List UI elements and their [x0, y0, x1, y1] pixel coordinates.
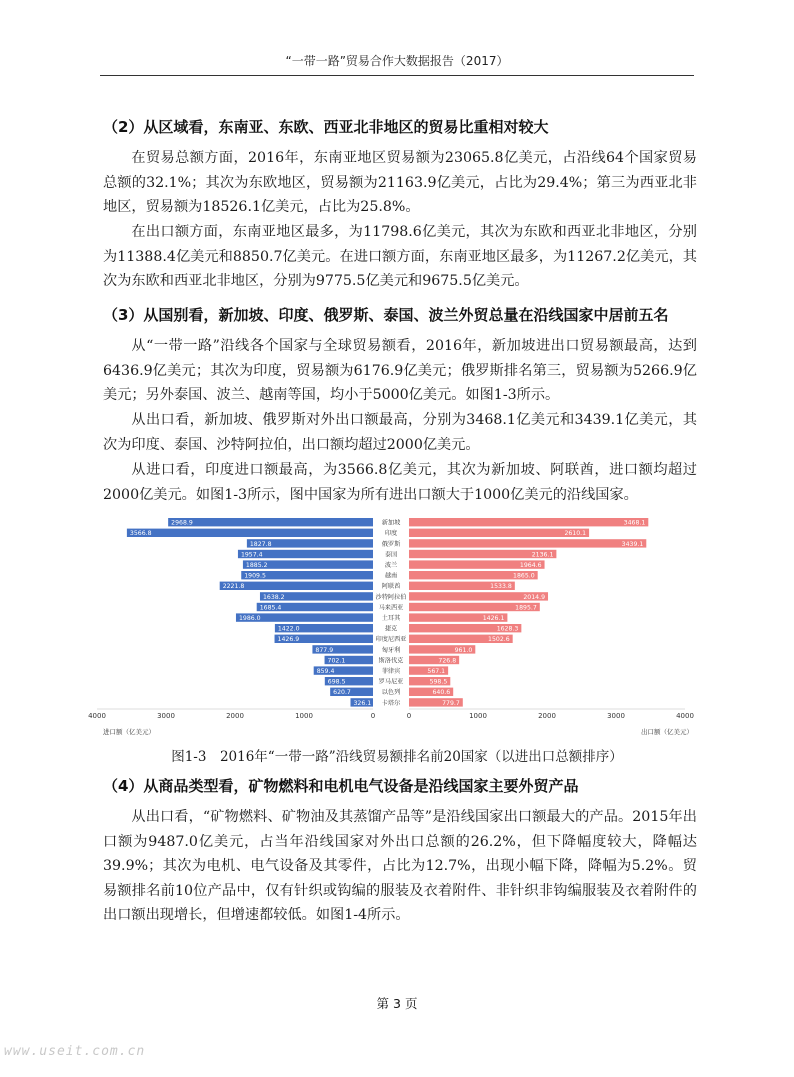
right-axis-tick: 2000 [538, 712, 556, 720]
category-label: 印度尼西亚 [375, 636, 407, 644]
import-value-label: 877.9 [315, 646, 334, 654]
paragraph-product-export: 从出口看，“矿物燃料、矿物油及其蒸馏产品等”是沿线国家出口额最大的产品。2015年出口额为9487.0亿美元，占当年沿线国家对外出口总额的26.2%，但下降幅度较大，降幅达39.9%；其次为电机、电气设备及其零件，占比为12.7%，出现小幅下降，降幅为5.2%。贸易额排名前10位产品中，仅有针织或钩编的服装及衣着附件、非针织非钩编服装及衣着附件的出口额出现增长，但增速都较低。如图1-4所示。 [103, 809, 697, 924]
category-label: 印度 [384, 530, 398, 538]
section-title-region: （2）从区域看，东南亚、东欧、西亚北非地区的贸易比重相对较大 [103, 118, 549, 136]
category-label: 斯洛伐克 [378, 657, 404, 665]
category-label: 新加坡 [381, 519, 401, 527]
left-axis-tick: 3000 [157, 712, 175, 720]
import-value-label: 1685.4 [259, 604, 282, 612]
page-number: 第 3 页 [376, 996, 418, 1011]
category-label: 捷克 [384, 625, 398, 633]
figure-caption: 图1-3 2016年“一带一路”沿线贸易额排名前20国家（以进出口总额排序） [171, 749, 623, 765]
category-label: 菲律宾 [381, 668, 401, 675]
export-value-label: 1964.6 [519, 562, 542, 569]
import-value-label: 326.1 [353, 699, 372, 707]
right-axis-tick: 4000 [676, 712, 694, 720]
left-axis-tick: 2000 [226, 712, 244, 720]
export-value-label: 3439.1 [621, 540, 644, 548]
paragraph-country-export: 从出口看，新加坡、俄罗斯对外出口额最高，分别为3468.1亿美元和3439.1亿美元，其次为印度、泰国、沙特阿拉伯，出口额均超过2000亿美元。 [103, 412, 697, 453]
import-value-label: 1638.2 [262, 593, 285, 601]
export-value-label: 1628.3 [496, 625, 519, 633]
category-label: 匈牙利 [381, 646, 401, 654]
export-bar [409, 518, 648, 526]
category-label: 以色列 [381, 689, 401, 697]
import-value-label: 702.1 [327, 657, 346, 665]
import-value-label: 3566.8 [129, 530, 152, 538]
import-value-label: 1909.5 [244, 572, 266, 580]
export-value-label: 640.6 [432, 689, 451, 697]
right-axis-tick: 1000 [469, 712, 487, 720]
watermark: www.useit.com.cn [4, 1044, 146, 1059]
export-value-label: 2610.1 [564, 530, 587, 538]
category-label: 罗马尼亚 [378, 678, 404, 686]
chart-svg [88, 512, 705, 744]
left-axis-tick: 0 [370, 712, 376, 720]
export-value-label: 1426.1 [482, 615, 505, 622]
category-label: 土耳其 [381, 615, 401, 622]
import-value-label: 1986.0 [238, 615, 261, 622]
section-title-country: （3）从国别看，新加坡、印度、俄罗斯、泰国、波兰外贸总量在沿线国家中居前五名 [103, 306, 669, 324]
paragraph-export-import: 在出口额方面，东南亚地区最多，为11798.6亿美元，其次为东欧和西亚北非地区，分别为11388.4亿美元和8850.7亿美元。在进口额方面，东南亚地区最多，为11267.2亿美元，其次为东欧和西亚北非地区，分别为9775.5亿美元和9675.5亿美元。 [103, 224, 697, 290]
right-axis-tick: 3000 [607, 712, 625, 720]
export-value-label: 1533.8 [490, 583, 512, 591]
import-value-label: 2968.9 [171, 519, 193, 527]
import-value-label: 1957.4 [240, 551, 263, 559]
import-value-label: 1827.8 [249, 540, 272, 548]
category-label: 俄罗斯 [381, 540, 401, 548]
right-axis-label: 出口额（亿美元） [641, 728, 693, 736]
left-axis-tick: 4000 [88, 712, 106, 720]
category-label: 卡塔尔 [381, 699, 401, 707]
import-value-label: 1426.9 [277, 636, 300, 644]
import-value-label: 2221.8 [222, 583, 245, 591]
category-label: 沙特阿拉伯 [375, 593, 407, 601]
import-bar [127, 529, 373, 537]
right-axis-tick: 0 [406, 712, 412, 720]
paragraph-country-trade: 从“一带一路”沿线各个国家与全球贸易额看，2016年，新加坡进出口贸易额最高，达到6436.9亿美元；其次为印度，贸易额为6176.9亿美元；俄罗斯排名第三，贸易额为5266.9亿美元；另外泰国、波兰、越南等国，均小于5000亿美元。如图1-3所示。 [103, 338, 697, 404]
export-value-label: 779.7 [442, 699, 460, 707]
export-value-label: 1865.0 [513, 572, 535, 580]
import-value-label: 1422.0 [277, 625, 300, 633]
import-value-label: 698.5 [327, 678, 346, 686]
left-axis-label: 进口额（亿美元） [103, 728, 155, 736]
category-label: 泰国 [384, 551, 398, 559]
category-label: 马来西亚 [378, 604, 404, 612]
export-value-label: 567.1 [427, 668, 446, 675]
export-value-label: 3468.1 [623, 519, 646, 527]
paragraph-trade-total: 在贸易总额方面，2016年，东南亚地区贸易额为23065.8亿美元，占沿线64个国家贸易总额的32.1%；其次为东欧地区，贸易额为21163.9亿美元，占比为29.4%；第三为西亚北非地区，贸易额为18526.1亿美元，占比为25.8%。 [103, 150, 697, 216]
left-axis-tick: 1000 [295, 712, 313, 720]
export-value-label: 598.5 [429, 678, 448, 686]
export-value-label: 961.0 [454, 646, 473, 654]
running-header: “一带一路”贸易合作大数据报告（2017） [285, 54, 509, 68]
section-title-product: （4）从商品类型看，矿物燃料和电机电气设备是沿线国家主要外贸产品 [103, 777, 579, 795]
import-value-label: 620.7 [333, 689, 351, 697]
butterfly-bar-chart [88, 512, 705, 744]
paragraph-country-import: 从进口看，印度进口额最高，为3566.8亿美元，其次为新加坡、阿联酋，进口额均超过2000亿美元。如图1-3所示，图中国家为所有进出口额大于1000亿美元的沿线国家。 [103, 462, 697, 503]
export-value-label: 1502.6 [488, 636, 510, 644]
export-value-label: 2136.1 [531, 551, 554, 559]
export-bar [409, 529, 589, 537]
export-value-label: 2014.9 [523, 593, 546, 601]
export-bar [409, 539, 646, 547]
category-label: 波兰 [384, 562, 398, 569]
category-label: 阿联酋 [381, 583, 401, 591]
header-rule [100, 75, 694, 76]
category-label: 越南 [384, 572, 398, 580]
export-value-label: 726.8 [438, 657, 457, 665]
import-bar [168, 518, 373, 526]
export-value-label: 1895.7 [515, 604, 537, 612]
import-value-label: 1885.2 [245, 562, 268, 569]
import-value-label: 859.4 [316, 668, 335, 675]
